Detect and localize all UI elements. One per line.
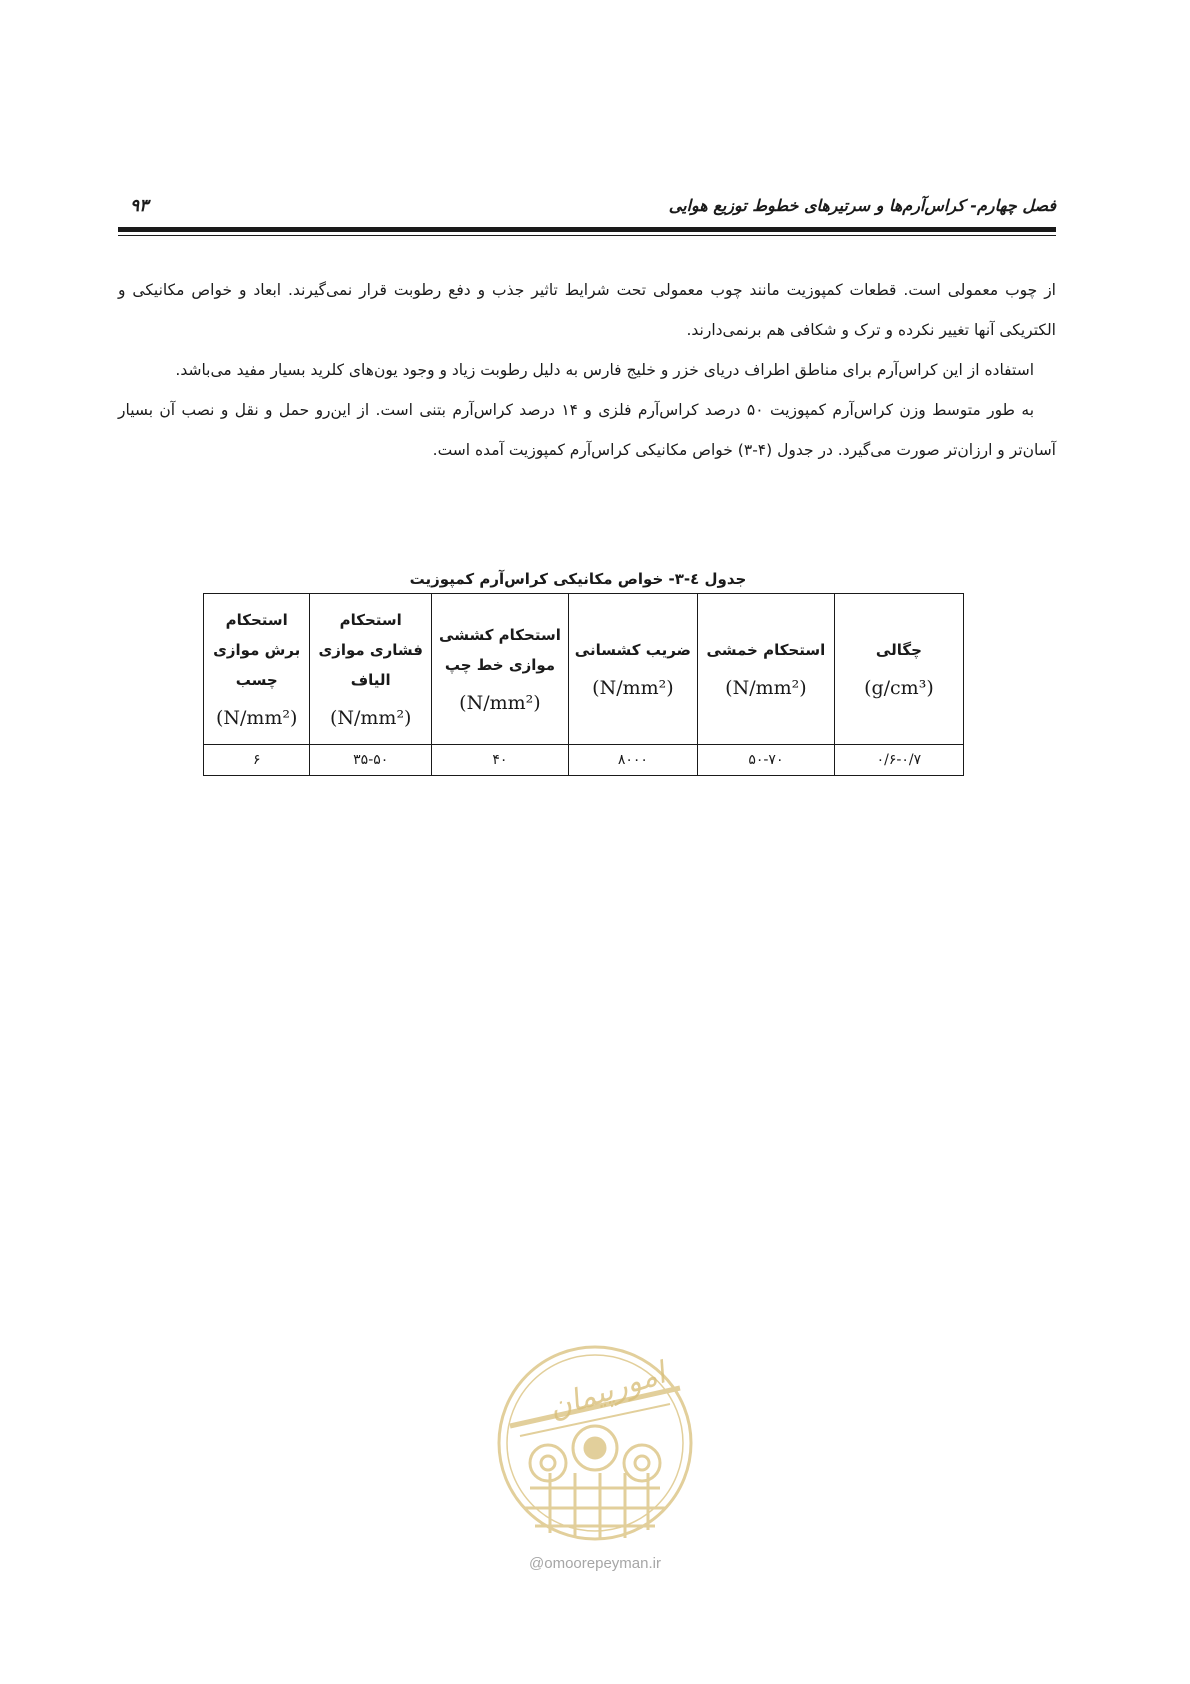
header-rule-thin — [118, 235, 1056, 236]
table-row — [204, 745, 964, 776]
table-cell: ۳۵-۵۰ — [310, 745, 432, 776]
table-cell: ۴۰ — [432, 745, 569, 776]
watermark-logo — [490, 1338, 700, 1548]
header-cell-shear-strength: استحکام برش موازی چسب (N/mm²) — [204, 594, 310, 745]
paragraph: به طور متوسط وزن کراس‌آرم کمپوزیت ۵۰ درصد کراس‌آرم فلزی و ۱۴ درصد کراس‌آرم بتنی است. از این‌رو حمل و نقل و نصب آن بسیار آسان‌تر و ارزان‌تر صورت می‌گیرد. در جدول (۴-۳) خواص مکانیکی کراس‌آرم کمپوزیت آمده است. — [118, 401, 1056, 459]
table-cell: ۰/۶-۰/۷ — [834, 745, 963, 776]
paragraph: از چوب معمولی است. قطعات کمپوزیت مانند چوب معمولی تحت شرایط تاثیر جذب و دفع رطوبت قرار نمی‌گیرند. ابعاد و خواص مکانیکی و الکتریکی آنها تغییر نکرده و ترک و شکافی هم برنمی‌دارند. — [118, 281, 1056, 339]
paragraph: استفاده از این کراس‌آرم برای مناطق اطراف دریای خزر و خلیج فارس به دلیل رطوبت زیاد و وجود یون‌های کلرید بسیار مفید می‌باشد. — [175, 361, 1034, 379]
header-cell-tensile-strength: استحکام کششی موازی خط چپ (N/mm²) — [432, 594, 569, 745]
table-cell: ۸۰۰۰ — [568, 745, 697, 776]
table-header-row — [204, 594, 964, 745]
watermark-caption: @omoorepeyman.ir — [529, 1555, 661, 1572]
mechanical-properties-table — [203, 593, 964, 776]
header-cell-flexural-strength: استحکام خمشی (N/mm²) — [698, 594, 835, 745]
table-cell: ۵۰-۷۰ — [698, 745, 835, 776]
page-header — [118, 196, 1056, 224]
body-text — [118, 270, 1056, 470]
header-cell-elastic-modulus: ضریب کشسانی (N/mm²) — [568, 594, 697, 745]
header-rule — [118, 227, 1056, 232]
chapter-title: فصل چهارم- کراس‌آرم‌ها و سرتیرهای خطوط توزیع هوایی — [668, 196, 1056, 215]
table-cell: ۶ — [204, 745, 310, 776]
table-caption: جدول ٤-٣- خواص مکانیکی کراس‌آرم کمپوزیت — [409, 570, 747, 588]
header-cell-density: چگالی (g/cm³) — [834, 594, 963, 745]
header-cell-compressive-strength: استحکام فشاری موازی الیاف (N/mm²) — [310, 594, 432, 745]
page-number: ۹۳ — [130, 196, 149, 216]
svg-text:امورپیمان: امورپیمان — [544, 1355, 670, 1427]
